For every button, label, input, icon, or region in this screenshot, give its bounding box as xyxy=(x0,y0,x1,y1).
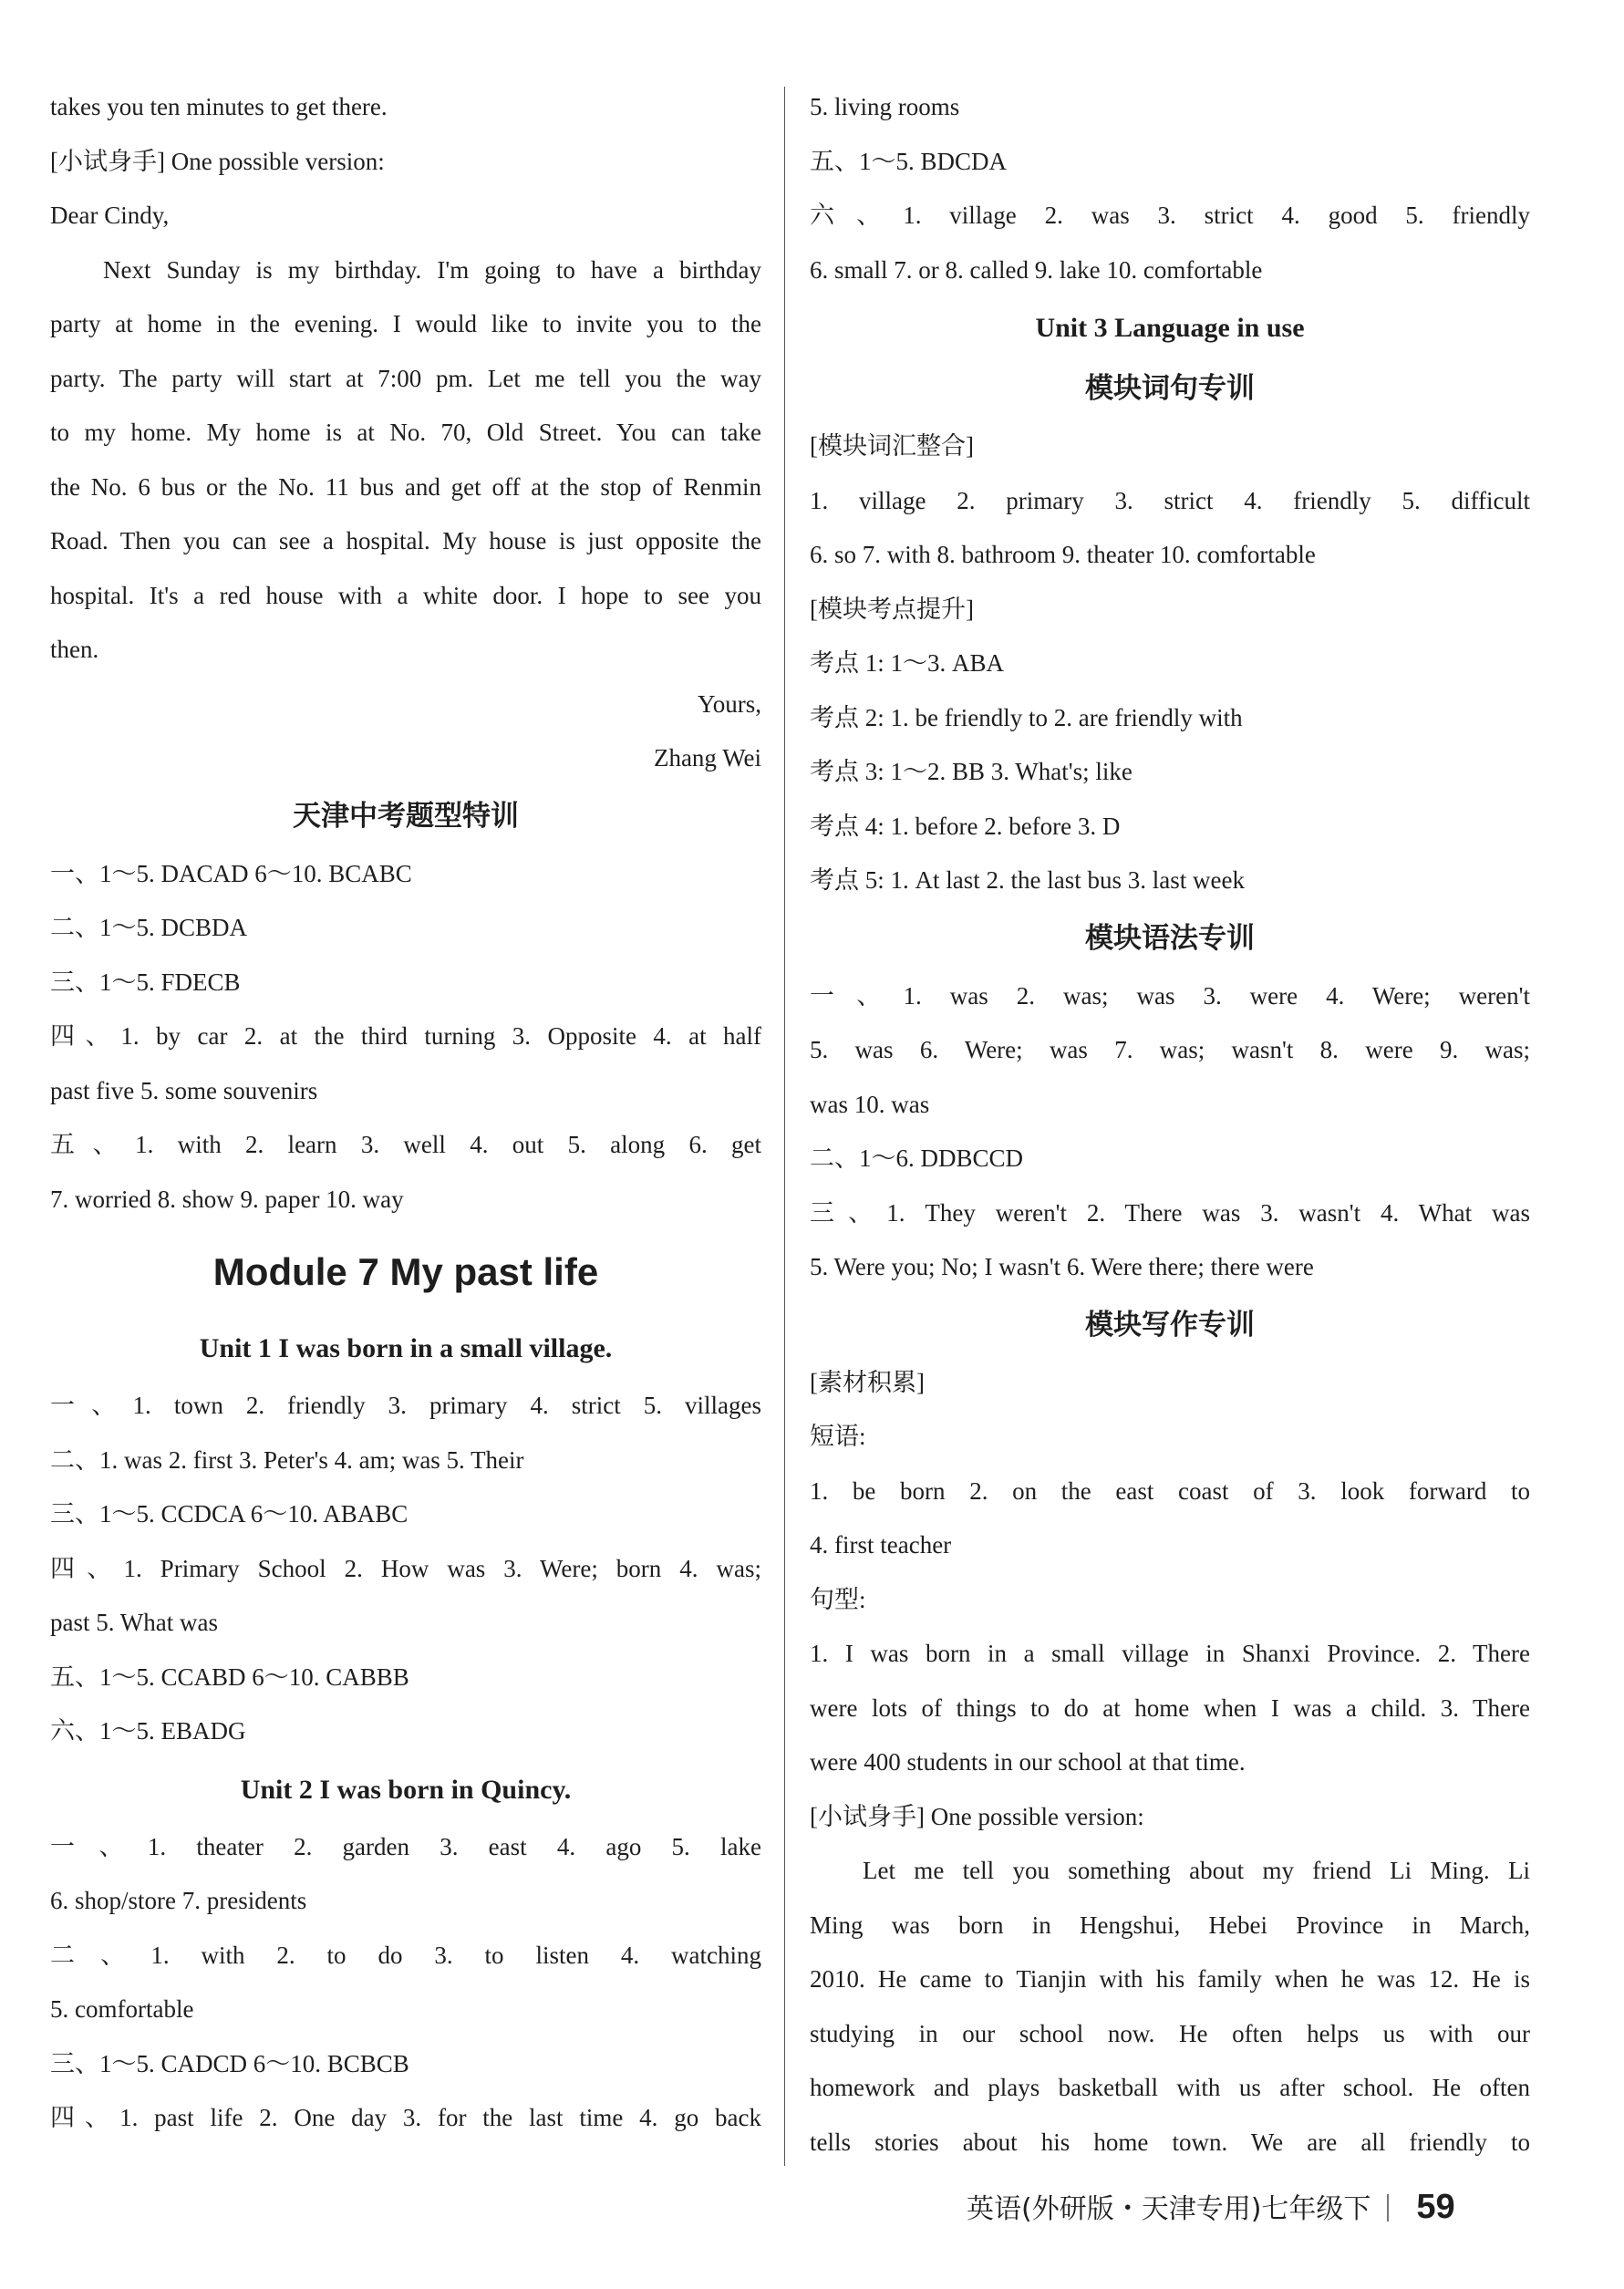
text-line: 二、1. was 2. first 3. Peter's 4. am; was 5. Their xyxy=(50,1445,524,1474)
text-line: the No. 6 bus or the No. 11 bus and get off at the stop of Renmin xyxy=(50,472,761,501)
text-line: then. xyxy=(50,636,99,663)
text-line: Dear Cindy, xyxy=(50,202,170,229)
text-line: 6. small 7. or 8. called 9. lake 10. comfortable xyxy=(810,255,1263,284)
text-line: 三、1～5. CADCD 6～10. BCBCB xyxy=(50,2049,409,2077)
text-line: 四、1. Primary School 2. How was 3. Were; born 4. was; xyxy=(50,1554,761,1582)
text-line: 六、1～5. EBADG xyxy=(50,1717,246,1745)
left-column xyxy=(50,80,761,2146)
section-heading: Unit 3 Language in use xyxy=(1035,313,1305,343)
text-line: takes you ten minutes to get there. xyxy=(50,93,388,120)
section-heading: 模块语法专训 xyxy=(1085,921,1255,955)
text-line: 一、1. theater 2. garden 3. east 4. ago 5. lake xyxy=(50,1832,761,1860)
text-line: Road. Then you can see a hospital. My house is just opposite the xyxy=(50,527,761,554)
module-title: Module 7 My past life xyxy=(212,1250,599,1293)
text-line: 6. so 7. with 8. bathroom 9. theater 10. comfortable xyxy=(810,541,1316,568)
text-line: 5. comfortable xyxy=(50,1995,194,2023)
page-number: 59 xyxy=(1416,2188,1455,2226)
footer-subject: 英语(外研版・天津专用)七年级下 xyxy=(967,2193,1371,2225)
text-line: were lots of things to do at home when I was a child. 3. There xyxy=(810,1693,1530,1722)
text-line: 四、1. by car 2. at the third turning 3. Opposite 4. at half xyxy=(50,1022,761,1050)
text-line: 二、1～5. DCBDA xyxy=(50,914,248,941)
text-line: hospital. It's a red house with a white door. I hope to see you xyxy=(50,581,761,609)
text-line: 短语: xyxy=(810,1423,866,1450)
text-line: 二、1～6. DDBCCD xyxy=(810,1144,1024,1172)
text-line: 句型: xyxy=(810,1585,866,1613)
text-line: 1. village 2. primary 3. strict 4. friendly 5. difficult xyxy=(810,486,1530,514)
text-line: past five 5. some souvenirs xyxy=(50,1076,318,1104)
text-line: 六、1. village 2. was 3. strict 4. good 5. friendly xyxy=(810,202,1530,229)
text-line: 一、1. was 2. was; was 3. were 4. Were; weren't xyxy=(810,981,1530,1010)
text-line: were 400 students in our school at that time. xyxy=(810,1748,1246,1776)
text-line: 5. Were you; No; I wasn't 6. Were there; there were xyxy=(810,1253,1314,1280)
text-line: [素材积累] xyxy=(810,1368,925,1396)
text-line: Let me tell you something about my friend Li Ming. Li xyxy=(863,1857,1530,1884)
text-line: 三、1～5. CCDCA 6～10. ABABC xyxy=(50,1500,409,1528)
text-line: 考点 1: 1～3. ABA xyxy=(810,649,1005,677)
text-line: Next Sunday is my birthday. I'm going to have a birthday xyxy=(103,255,761,284)
text-line: 1. be born 2. on the east coast of 3. look forward to xyxy=(810,1476,1530,1505)
text-line: 7. worried 8. show 9. paper 10. way xyxy=(50,1185,404,1213)
text-line: 6. shop/store 7. presidents xyxy=(50,1887,307,1914)
page-footer xyxy=(967,2175,1596,2239)
text-line: 5. was 6. Were; was 7. was; wasn't 8. were 9. was; xyxy=(810,1036,1530,1063)
right-column xyxy=(810,80,1530,2170)
section-heading: 模块词句专训 xyxy=(1085,372,1255,405)
column-divider xyxy=(784,87,785,2166)
text-line: 一、1～5. DACAD 6～10. BCABC xyxy=(50,859,412,887)
text-line: past 5. What was xyxy=(50,1609,218,1636)
text-line: tells stories about his home town. We are all friendly to xyxy=(810,2128,1530,2156)
text-line: Yours, xyxy=(697,689,761,718)
text-line: Ming was born in Hengshui, Hebei Province in March, xyxy=(810,1911,1530,1939)
section-heading: 模块写作专训 xyxy=(1085,1308,1255,1341)
text-line: 五、1. with 2. learn 3. well 4. out 5. along 6. get xyxy=(50,1131,761,1158)
text-line: to my home. My home is at No. 70, Old Street. You can take xyxy=(50,419,761,446)
text-line: 2010. He came to Tianjin with his family when he was 12. He is xyxy=(810,1965,1530,1993)
text-line: 五、1～5. BDCDA xyxy=(810,147,1008,175)
text-line: 四、1. past life 2. One day 3. for the last time 4. go back xyxy=(50,2104,761,2131)
footer-separator xyxy=(1387,2194,1389,2222)
section-heading: 天津中考题型特训 xyxy=(293,799,519,833)
text-line: [模块词汇整合] xyxy=(810,432,974,460)
text-line: [小试身手] One possible version: xyxy=(810,1802,1144,1830)
text-line: was 10. was xyxy=(810,1090,930,1118)
section-heading: Unit 1 I was born in a small village. xyxy=(199,1333,613,1363)
text-line: [小试身手] One possible version: xyxy=(50,147,385,175)
text-line: 考点 3: 1～2. BB 3. What's; like xyxy=(810,758,1133,785)
text-line: party. The party will start at 7:00 pm. Let me tell you the way xyxy=(50,364,761,392)
text-line: 5. living rooms xyxy=(810,93,960,120)
text-line: [模块考点提升] xyxy=(810,595,974,623)
text-line: 五、1～5. CCABD 6～10. CABBB xyxy=(50,1662,409,1691)
text-line: 考点 2: 1. be friendly to 2. are friendly with xyxy=(810,703,1243,731)
text-line: 1. I was born in a small village in Shanxi Province. 2. There xyxy=(810,1640,1530,1667)
text-line: 考点 5: 1. At last 2. the last bus 3. last week xyxy=(810,866,1245,894)
text-line: party at home in the evening. I would like to invite you to the xyxy=(50,310,761,337)
text-line: 一、1. town 2. friendly 3. primary 4. strict 5. villages xyxy=(50,1392,761,1419)
section-heading: Unit 2 I was born in Quincy. xyxy=(240,1774,572,1805)
text-line: 三、1. They weren't 2. There was 3. wasn't 4. What was xyxy=(810,1198,1530,1227)
text-line: studying in our school now. He often helps us with our xyxy=(810,2019,1530,2047)
text-line: 考点 4: 1. before 2. before 3. D xyxy=(810,812,1121,840)
text-line: 二、1. with 2. to do 3. to listen 4. watching xyxy=(50,1941,761,1969)
text-line: homework and plays basketball with us after school. He often xyxy=(810,2074,1530,2101)
text-line: 4. first teacher xyxy=(810,1531,952,1559)
text-line: Zhang Wei xyxy=(653,744,761,772)
text-line: 三、1～5. FDECB xyxy=(50,968,241,996)
